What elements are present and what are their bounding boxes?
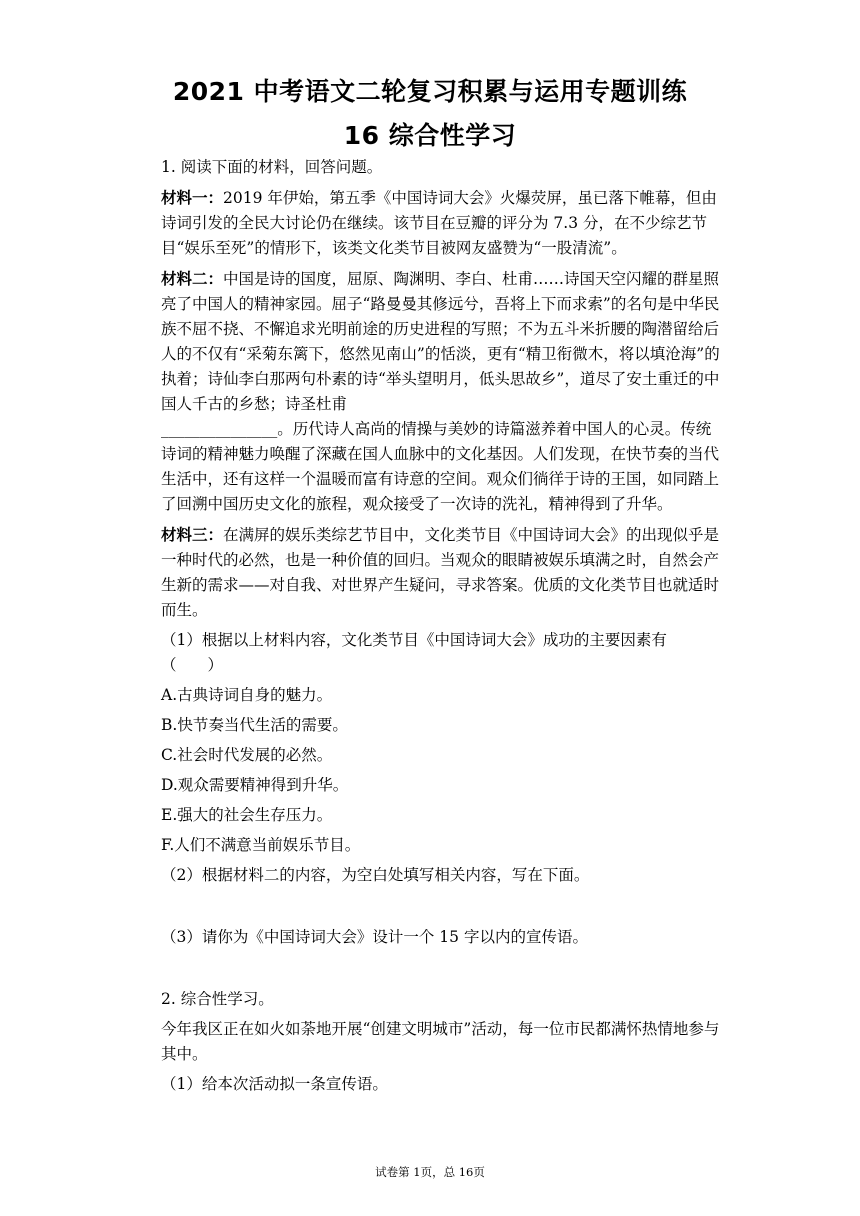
option-f: F.人们不满意当前娱乐节目。 — [161, 836, 361, 854]
material-2-blank: _______________ — [161, 420, 278, 438]
material-3-label: 材料三： — [161, 525, 224, 544]
material-1-label: 材料一： — [161, 188, 224, 207]
answer-space — [161, 955, 721, 987]
material-3 — [161, 522, 721, 623]
question-2-text: 今年我区正在如火如荼地开展“创建文明城市”活动，每一位市民都满怀热情地参与其中。 — [161, 1020, 720, 1063]
question-1-sub-2: （2）根据材料二的内容，为空白处填写相关内容，写在下面。 — [161, 866, 590, 884]
question-1-sub-1: （1）根据以上材料内容，文化类节目《中国诗词大会》成功的主要因素有（ ） — [161, 631, 667, 674]
question-2-stem: 2. 综合性学习。 — [161, 990, 274, 1008]
material-3-text: 在满屏的娱乐类综艺节目中，文化类节目《中国诗词大会》的出现似乎是一种时代的必然，也是一种价值的回归。当观众的眼睛被娱乐填满之时，自然会产生新的需求——对自我、对世界产生疑问，寻求答案。优质的文化类节目也就适时而生。 — [161, 526, 720, 619]
document-body — [161, 155, 721, 1102]
option-e: E.强大的社会生存压力。 — [161, 806, 333, 824]
material-2-text-a: 中国是诗的国度，屈原、陶渊明、李白、杜甫……诗国天空闪耀的群星照亮了中国人的精神家园。屈子“路曼曼其修远兮，吾将上下而求索”的名句是中华民族不屈不挠、不懈追求光明前途的历史进程的写照；不为五斗米折腰的陶潜留给后人的不仅有“采菊东篱下，悠然见南山”的恬淡，更有“精卫衔微木，将以填沧海”的执着；诗仙李白那两句朴素的诗“举头望明月，低头思故乡”，道尽了安土重迁的中国人千古的乡愁；诗圣杜甫 — [161, 270, 720, 413]
option-b: B.快节奏当代生活的需要。 — [161, 716, 348, 734]
material-2-label: 材料二： — [161, 269, 224, 288]
question-1-sub-3: （3）请你为《中国诗词大会》设计一个 15 字以内的宣传语。 — [161, 928, 588, 946]
option-d: D.观众需要精神得到升华。 — [161, 776, 349, 794]
page-footer: 试卷第 1页，总 16页 — [375, 1165, 485, 1179]
material-2 — [161, 266, 721, 517]
question-2-sub-1: （1）给本次活动拟一条宣传语。 — [161, 1075, 388, 1093]
answer-space — [161, 893, 721, 925]
document-title: 2021 中考语文二轮复习积累与运用专题训练 — [172, 77, 688, 106]
option-a: A.古典诗词自身的魅力。 — [161, 686, 333, 704]
material-2-text-b: 。历代诗人高尚的情操与美妙的诗篇滋养着中国人的心灵。传统诗词的精神魅力唤醒了深藏在国人血脉中的文化基因。人们发现，在快节奏的当代生活中，还有这样一个温暖而富有诗意的空间。观众们徜徉于诗的王国，如同踏上了回溯中国历史文化的旅程，观众接受了一次诗的洗礼，精神得到了升华。 — [161, 420, 720, 513]
material-1 — [161, 185, 721, 261]
option-c: C.社会时代发展的必然。 — [161, 746, 333, 764]
document-subtitle: 16 综合性学习 — [343, 121, 517, 150]
material-1-text: 2019 年伊始，第五季《中国诗词大会》火爆荧屏，虽已落下帷幕，但由诗词引发的全民大讨论仍在继续。该节目在豆瓣的评分为 7.3 分，在不少综艺节目“娱乐至死”的情形下，该类文化类节目被网友盛赞为“一股清流”。 — [161, 189, 717, 257]
question-1-stem: 1. 阅读下面的材料，回答问题。 — [161, 158, 383, 176]
